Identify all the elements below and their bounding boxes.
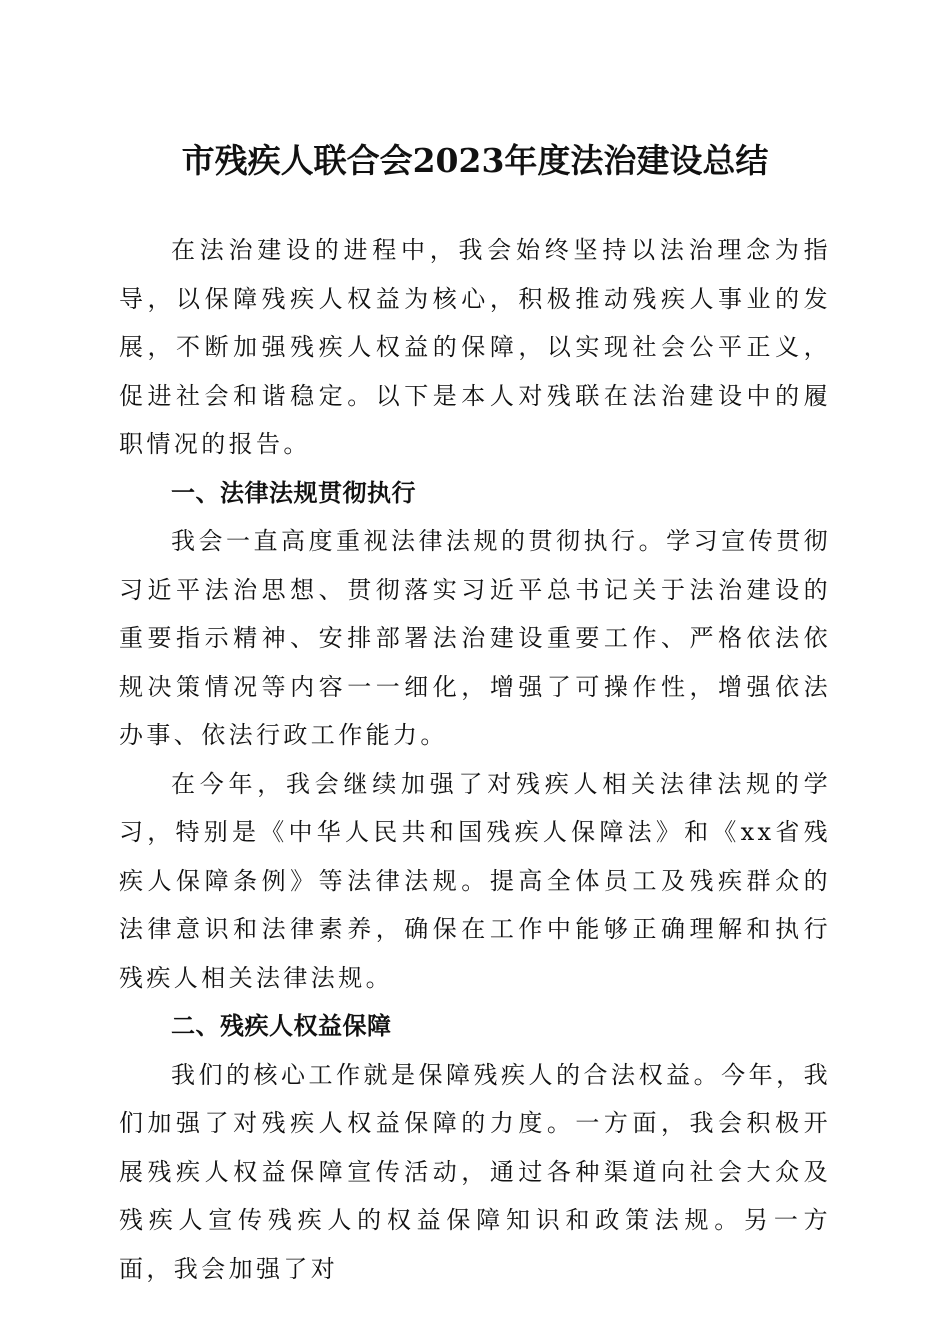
section-heading-2: 二、残疾人权益保障 xyxy=(171,1012,392,1040)
document-title: 市残疾人联合会2023年度法治建设总结 xyxy=(181,141,769,180)
section-2-paragraph-1: 我们的核心工作就是保障残疾人的合法权益。今年，我们加强了对残疾人权益保障的力度。一方面，我会积极开展残疾人权益保障宣传活动，通过各种渠道向社会大众及残疾人宣传残疾人的权益保障知识和政策法规。另一方面，我会加强了对 xyxy=(119,1060,831,1283)
section-heading-1: 一、法律法规贯彻执行 xyxy=(171,478,416,507)
section-1-paragraph-2: 在今年，我会继续加强了对残疾人相关法律法规的学习，特别是《中华人民共和国残疾人保障法》和《xx省残疾人保障条例》等法律法规。提高全体员工及残疾群众的法律意识和法律素养，确保在工作中能够正确理解和执行残疾人相关法律法规。 xyxy=(119,769,831,992)
document-body xyxy=(119,226,831,1293)
intro-paragraph: 在法治建设的进程中，我会始终坚持以法治理念为指导，以保障残疾人权益为核心，积极推动残疾人事业的发展，不断加强残疾人权益的保障，以实现社会公平正义，促进社会和谐稳定。以下是本人对残联在法治建设中的履职情况的报告。 xyxy=(119,236,831,458)
section-1-paragraph-1: 我会一直高度重视法律法规的贯彻执行。学习宣传贯彻习近平法治思想、贯彻落实习近平总书记关于法治建设的重要指示精神、安排部署法治建设重要工作、严格依法依规决策情况等内容一一细化，增强了可操作性，增强依法办事、依法行政工作能力。 xyxy=(119,527,831,749)
